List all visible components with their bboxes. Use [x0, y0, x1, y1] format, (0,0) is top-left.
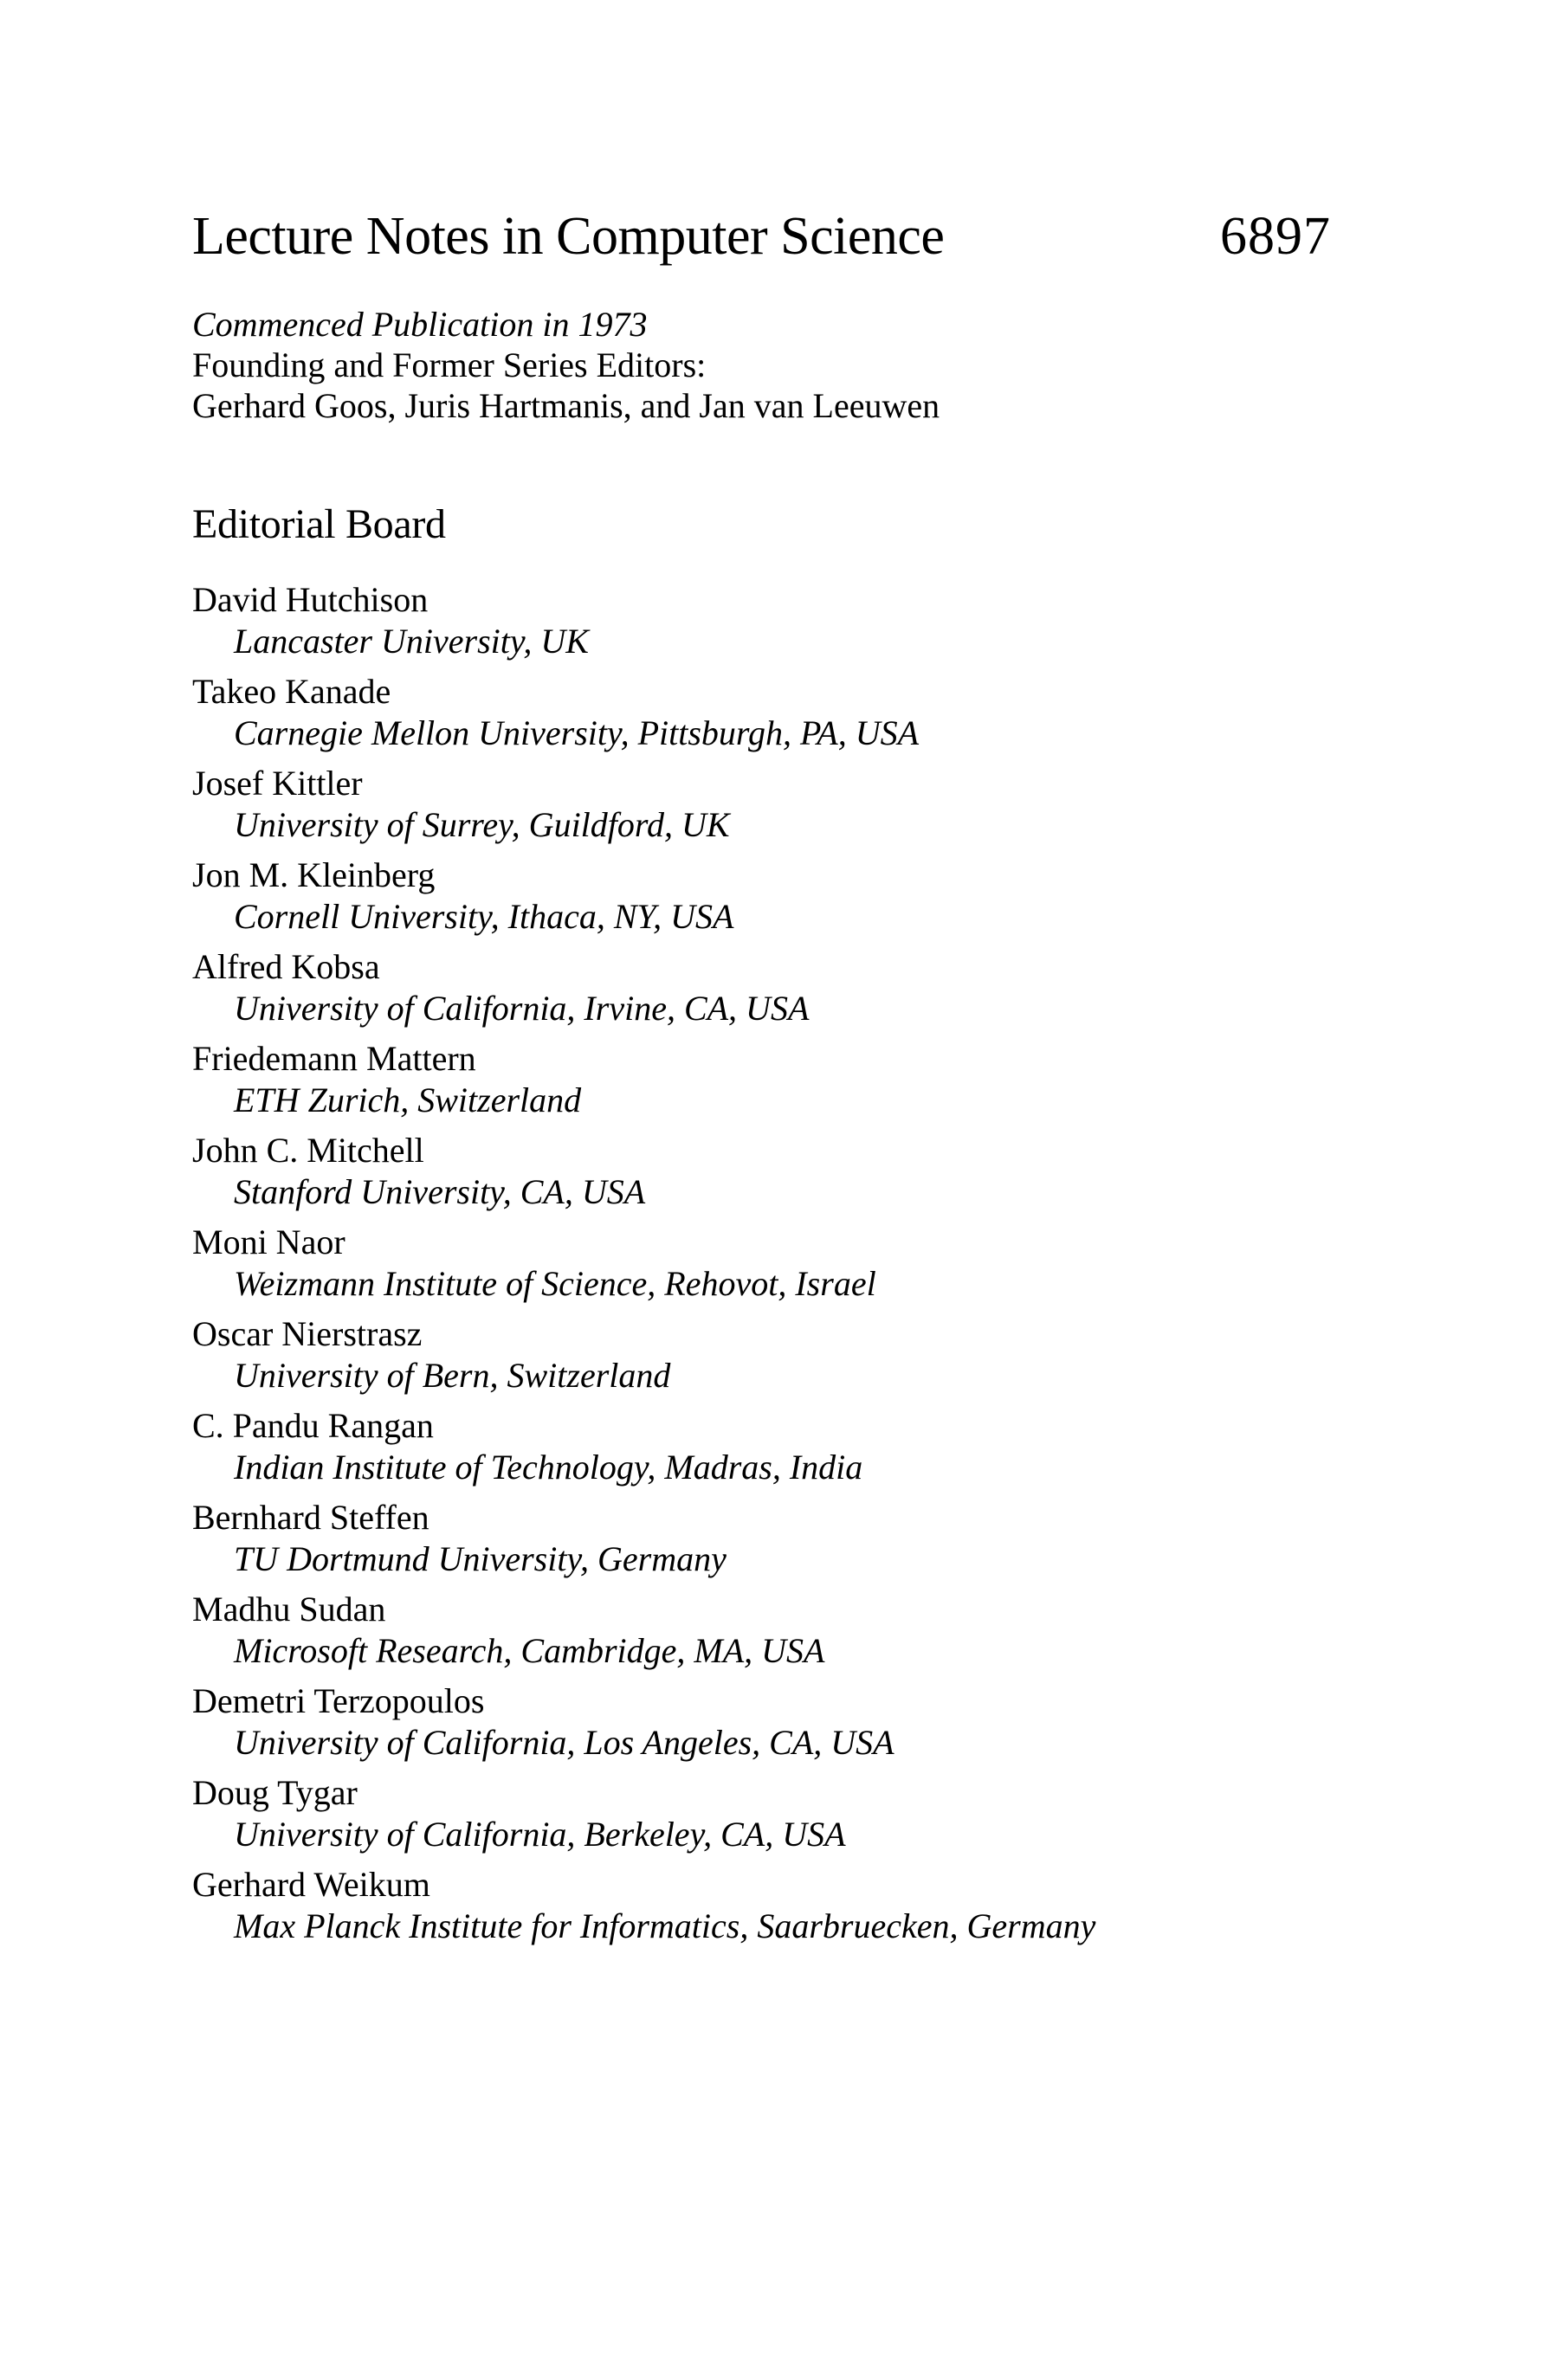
editor-entry	[192, 1405, 1335, 1488]
editor-name: Oscar Nierstrasz	[192, 1314, 423, 1353]
editor-name: Doug Tygar	[192, 1773, 358, 1812]
editor-entry	[192, 1589, 1335, 1672]
editor-entry	[192, 671, 1335, 754]
editor-name: Madhu Sudan	[192, 1590, 386, 1629]
editor-affiliation: University of Bern, Switzerland	[234, 1356, 671, 1395]
editor-affiliation: Max Planck Institute for Informatics, Saarbruecken, Germany	[234, 1906, 1096, 1945]
commenced-publication-line: Commenced Publication in 1973	[192, 305, 648, 344]
editor-affiliation: University of California, Irvine, CA, USA	[234, 989, 810, 1028]
editor-name: Moni Naor	[192, 1222, 346, 1261]
editor-affiliation: Microsoft Research, Cambridge, MA, USA	[234, 1631, 825, 1670]
editor-affiliation: Lancaster University, UK	[234, 622, 589, 661]
editor-name: David Hutchison	[192, 580, 429, 619]
editor-entry	[192, 1313, 1335, 1396]
series-meta	[192, 304, 1335, 426]
editor-affiliation: Stanford University, CA, USA	[234, 1172, 646, 1211]
editor-affiliation: University of California, Berkeley, CA, USA	[234, 1815, 846, 1854]
founding-editors-label: Founding and Former Series Editors:	[192, 345, 707, 384]
editor-entry	[192, 1497, 1335, 1580]
editor-affiliation: University of Surrey, Guildford, UK	[234, 805, 730, 844]
editor-entry	[192, 1222, 1335, 1305]
editor-entry	[192, 1772, 1335, 1855]
editor-entry	[192, 763, 1335, 846]
editorial-board-heading: Editorial Board	[192, 501, 446, 547]
editor-name: Takeo Kanade	[192, 672, 391, 711]
editor-name: Bernhard Steffen	[192, 1498, 429, 1537]
editor-affiliation: ETH Zurich, Switzerland	[234, 1080, 582, 1119]
editor-affiliation: TU Dortmund University, Germany	[234, 1539, 727, 1578]
editor-name: Demetri Terzopoulos	[192, 1681, 485, 1720]
editor-entry	[192, 1680, 1335, 1764]
editor-affiliation: Indian Institute of Technology, Madras, India	[234, 1448, 863, 1487]
editor-name: John C. Mitchell	[192, 1131, 424, 1170]
editor-entry	[192, 855, 1335, 938]
editor-name: Gerhard Weikum	[192, 1865, 430, 1904]
book-front-matter-page	[192, 0, 1335, 1956]
editor-name: C. Pandu Rangan	[192, 1406, 434, 1445]
editor-entry	[192, 579, 1335, 662]
editor-affiliation: Carnegie Mellon University, Pittsburgh, PA, USA	[234, 713, 920, 752]
editor-affiliation: Cornell University, Ithaca, NY, USA	[234, 897, 734, 936]
editor-name: Alfred Kobsa	[192, 947, 380, 986]
editor-entry	[192, 1038, 1335, 1121]
editor-name: Friedemann Mattern	[192, 1039, 476, 1078]
series-title: Lecture Notes in Computer Science	[192, 207, 945, 266]
editorial-board-list	[192, 579, 1335, 1947]
editor-name: Josef Kittler	[192, 764, 363, 803]
editor-affiliation: Weizmann Institute of Science, Rehovot, Israel	[234, 1264, 876, 1303]
editor-entry	[192, 1130, 1335, 1213]
founding-editors-names: Gerhard Goos, Juris Hartmanis, and Jan van Leeuwen	[192, 386, 940, 425]
series-header	[192, 207, 1331, 266]
editor-affiliation: University of California, Los Angeles, CA, USA	[234, 1723, 894, 1762]
editor-name: Jon M. Kleinberg	[192, 855, 436, 894]
volume-number: 6897	[1220, 207, 1331, 266]
editor-entry	[192, 946, 1335, 1029]
editor-entry	[192, 1864, 1335, 1947]
